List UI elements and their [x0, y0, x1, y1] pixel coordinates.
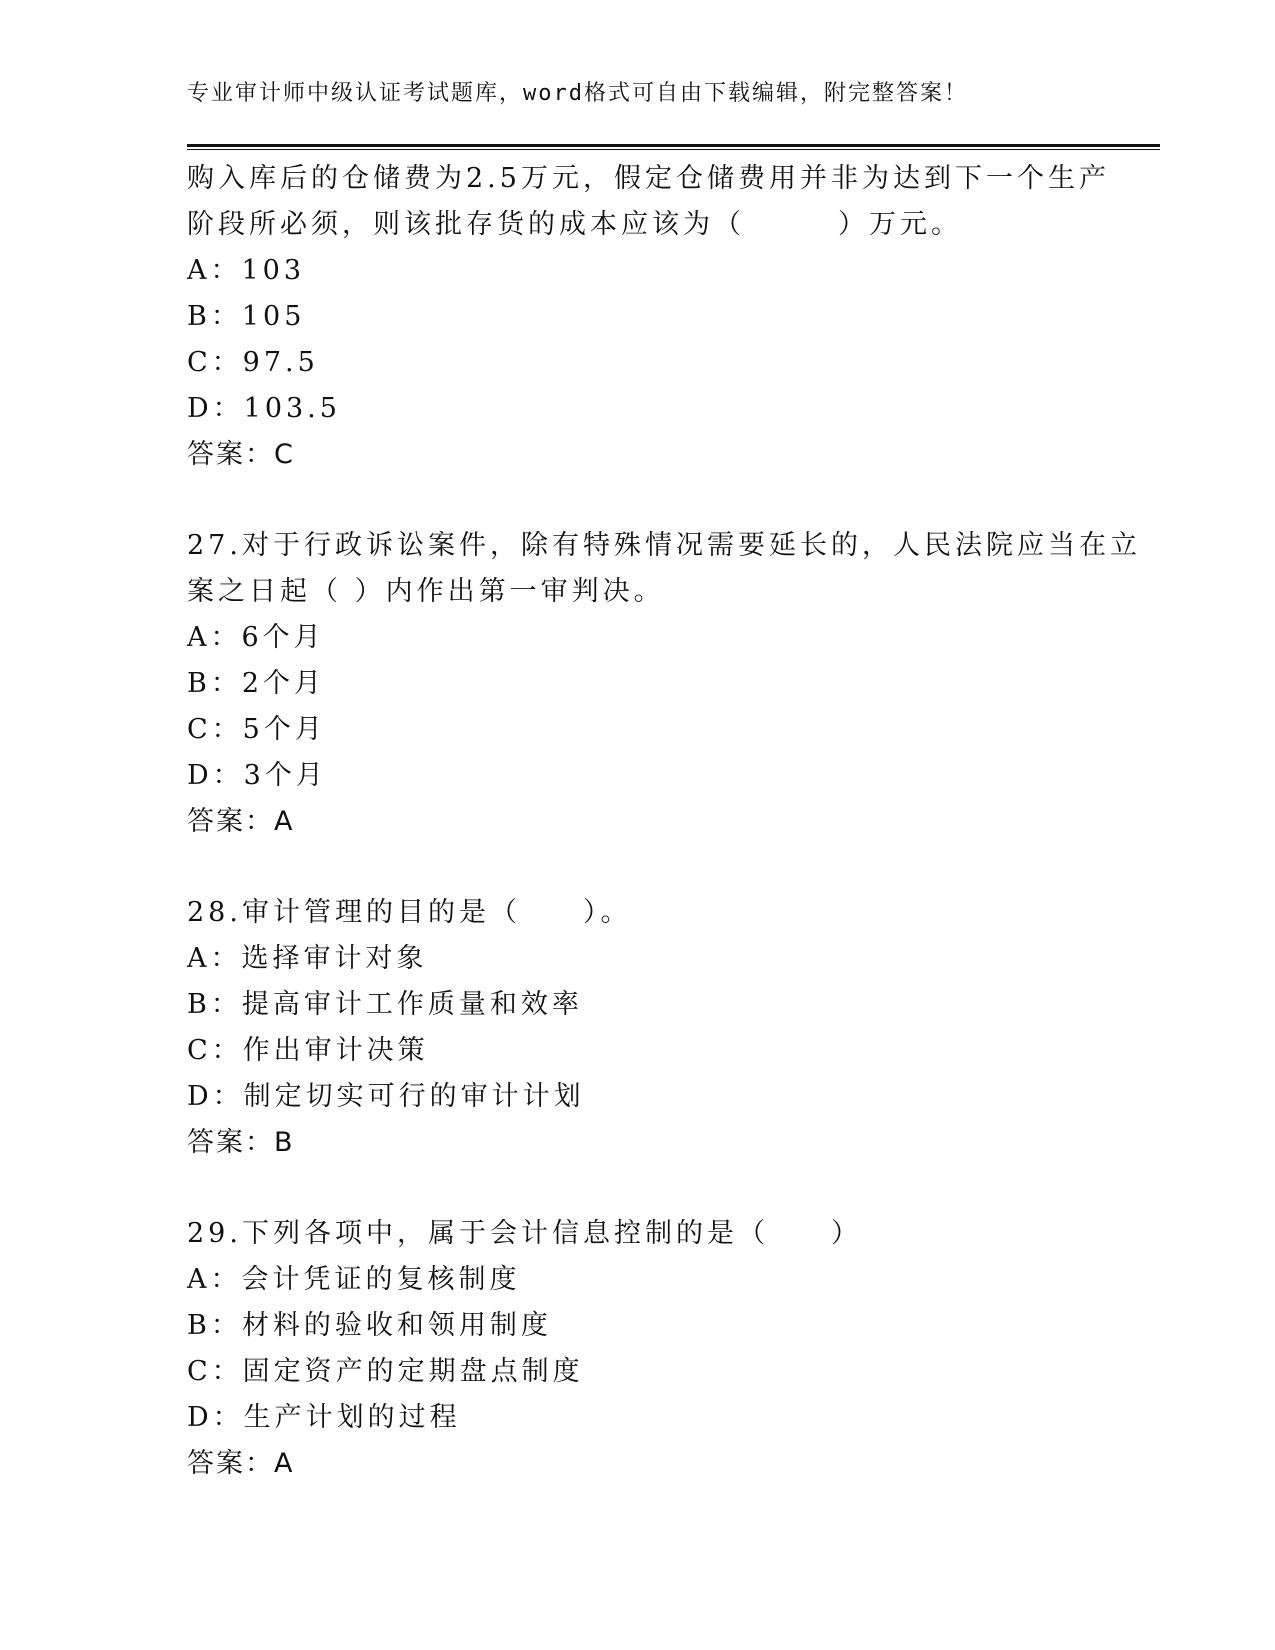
option-c: C：固定资产的定期盘点制度: [187, 1356, 584, 1387]
question-stem-line: 27.对于行政诉讼案件，除有特殊情况需要延长的，人民法院应当在立: [187, 530, 1141, 561]
spacer: [187, 1166, 1087, 1211]
option-b: B：材料的验收和领用制度: [187, 1310, 552, 1341]
question-29: [187, 1211, 1087, 1487]
spacer: [187, 478, 1087, 523]
option-a: A：103: [187, 255, 306, 286]
question-27: [187, 523, 1141, 845]
question-stem-line: 29.下列各项中，属于会计信息控制的是（ ）: [187, 1218, 862, 1249]
option-d: D：生产计划的过程: [187, 1402, 461, 1433]
header-rule-thin: [187, 149, 1160, 150]
spacer: [187, 845, 1087, 890]
question-stem-line: 购入库后的仓储费为2.5万元，假定仓储费用并非为达到下一个生产: [187, 163, 1110, 194]
option-c: C：作出审计决策: [187, 1035, 429, 1066]
header-rule-thick: [187, 144, 1160, 147]
answer-line: 答案：A: [187, 1448, 295, 1479]
question-list: [187, 156, 1141, 1487]
answer-line: 答案：B: [187, 1127, 295, 1158]
option-b: B：105: [187, 301, 306, 332]
option-d: D：制定切实可行的审计计划: [187, 1081, 585, 1112]
question-28: [187, 890, 1087, 1166]
question-stem-line: 28.审计管理的目的是（ ）。: [187, 897, 632, 928]
option-a: A：选择审计对象: [187, 943, 428, 974]
option-c: C：97.5: [187, 347, 319, 378]
option-a: A：6个月: [187, 622, 325, 653]
page-header: 专业审计师中级认证考试题库，word格式可自由下载编辑，附完整答案！: [187, 81, 968, 106]
answer-line: 答案：C: [187, 439, 295, 470]
option-d: D：103.5: [187, 393, 341, 424]
option-a: A：会计凭证的复核制度: [187, 1264, 521, 1295]
question-26-continued: [187, 156, 1110, 478]
answer-line: 答案：A: [187, 806, 295, 837]
option-b: B：2个月: [187, 668, 326, 699]
option-b: B：提高审计工作质量和效率: [187, 989, 583, 1020]
question-stem-line: 阶段所必须，则该批存货的成本应该为（ ）万元。: [187, 209, 962, 240]
option-d: D：3个月: [187, 760, 327, 791]
question-stem-line: 案之日起（ ）内作出第一审判决。: [187, 576, 665, 607]
option-c: C：5个月: [187, 714, 326, 745]
